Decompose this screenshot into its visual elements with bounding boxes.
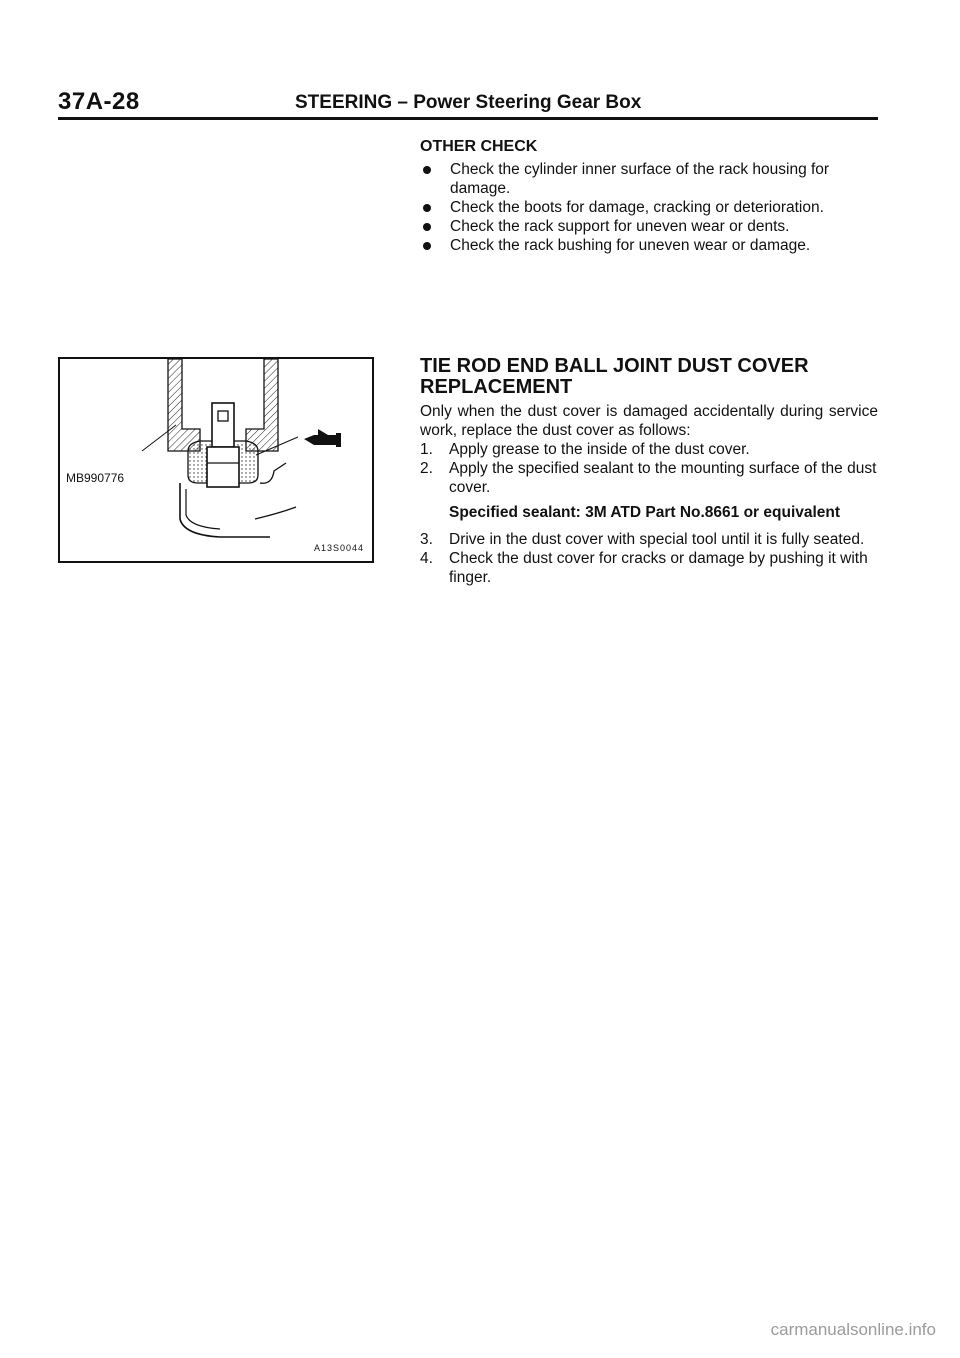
list-item: [420, 160, 880, 198]
list-item-text: Check the rack support for uneven wear or dents.: [450, 218, 790, 235]
specified-sealant: Specified sealant: 3M ATD Part No.8661 or equivalent: [449, 504, 841, 521]
list-item-text: Check the cylinder inner surface of the rack housing for damage.: [450, 161, 830, 197]
bullet-icon: [423, 166, 431, 174]
section-heading-line2: REPLACEMENT: [420, 376, 573, 398]
step-item: [420, 440, 880, 459]
step-number: 2.: [420, 460, 433, 477]
page-title: STEERING – Power Steering Gear Box: [295, 92, 642, 113]
step-text: Apply grease to the inside of the dust cover.: [449, 441, 750, 458]
step-item: [420, 459, 880, 497]
page-number: 37A-28: [58, 88, 140, 115]
watermark: carmanualsonline.info: [770, 1320, 936, 1339]
step-number: 4.: [420, 550, 433, 567]
intro-paragraph: Only when the dust cover is damaged accidentally during service work, replace the dust cover as follows:: [420, 403, 878, 439]
list-item-text: Check the boots for damage, cracking or deterioration.: [450, 199, 824, 216]
figure: [58, 357, 374, 563]
grease-gun-icon: [304, 429, 341, 447]
step-number: 1.: [420, 441, 433, 458]
bullet-icon: [423, 223, 431, 231]
dust-cover-diagram: [60, 359, 372, 561]
figure-callout-label: MB990776: [66, 471, 125, 485]
bullet-icon: [423, 204, 431, 212]
header-rule: [58, 117, 878, 120]
list-item-text: Check the rack bushing for uneven wear or damage.: [450, 237, 811, 254]
figure-code: A13S0044: [313, 543, 364, 553]
procedure-steps: [420, 440, 880, 587]
bullet-icon: [423, 242, 431, 250]
step-text: Check the dust cover for cracks or damage by pushing it with finger.: [449, 550, 868, 586]
list-item: [420, 217, 880, 236]
step-number: 3.: [420, 531, 433, 548]
section-heading: [420, 356, 880, 398]
other-check-heading: OTHER CHECK: [420, 138, 538, 155]
list-item: [420, 198, 880, 217]
list-item: [420, 236, 880, 255]
other-check-list: [420, 160, 880, 255]
step-text: Apply the specified sealant to the mounting surface of the dust cover.: [449, 460, 877, 496]
step-item: [420, 530, 880, 549]
step-item: [420, 549, 880, 587]
section-heading-line1: TIE ROD END BALL JOINT DUST COVER: [420, 355, 809, 377]
step-text: Drive in the dust cover with special tool until it is fully seated.: [449, 531, 865, 548]
